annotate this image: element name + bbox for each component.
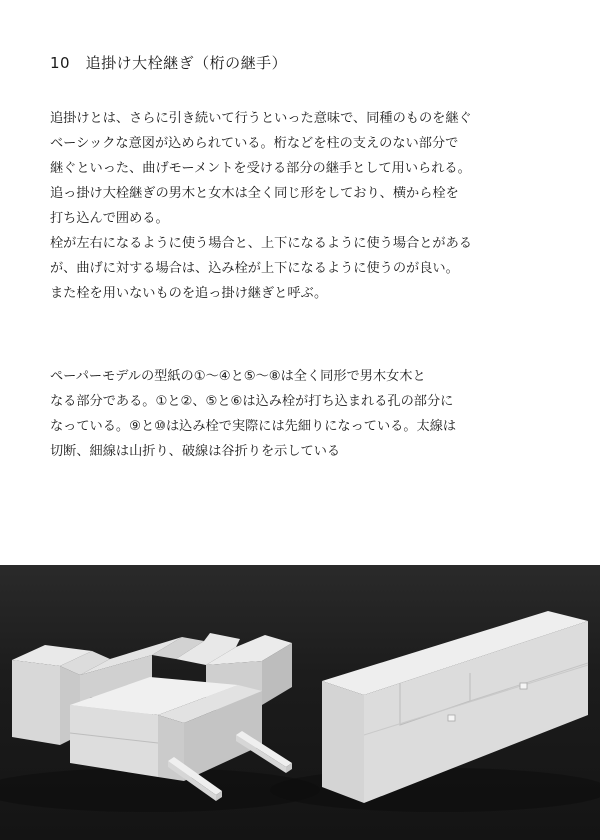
text-line: 継ぐといった、曲げモーメントを受ける部分の継手として用いられる。	[50, 161, 471, 176]
text-line: なる部分である。①と②、⑤と⑥は込み栓が打ち込まれる孔の部分に	[50, 394, 454, 409]
intro-paragraph	[50, 106, 560, 306]
text-line: 追掛けとは、さらに引き続いて行うといった意味で、同種のものを継ぐ	[50, 111, 472, 126]
page-title: 10 追掛け大栓継ぎ（桁の継手）	[50, 54, 288, 72]
text-line: 栓が左右になるように使う場合と、上下になるように使う場合とがある	[50, 236, 472, 251]
text-line: 打ち込んで囲める。	[50, 211, 169, 226]
text-line: ペーパーモデルの型紙の①～④と⑤～⑧は全く同形で男木女木と	[50, 369, 426, 384]
paper-model-paragraph	[50, 364, 560, 464]
joint-model-photo	[0, 565, 600, 840]
joint-model-illustration	[0, 565, 600, 840]
text-line: また栓を用いないものを追っ掛け継ぎと呼ぶ。	[50, 286, 328, 301]
text-line: ベーシックな意図が込められている。桁などを柱の支えのない部分で	[50, 136, 459, 151]
text-line: 追っ掛け大栓継ぎの男木と女木は全く同じ形をしており、横から栓を	[50, 186, 459, 201]
text-line: 切断、細線は山折り、破線は谷折りを示している	[50, 444, 341, 459]
text-line: なっている。⑨と⑩は込み栓で実際には先細りになっている。太線は	[50, 419, 457, 434]
text-line: が、曲げに対する場合は、込み栓が上下になるように使うのが良い。	[50, 261, 459, 276]
